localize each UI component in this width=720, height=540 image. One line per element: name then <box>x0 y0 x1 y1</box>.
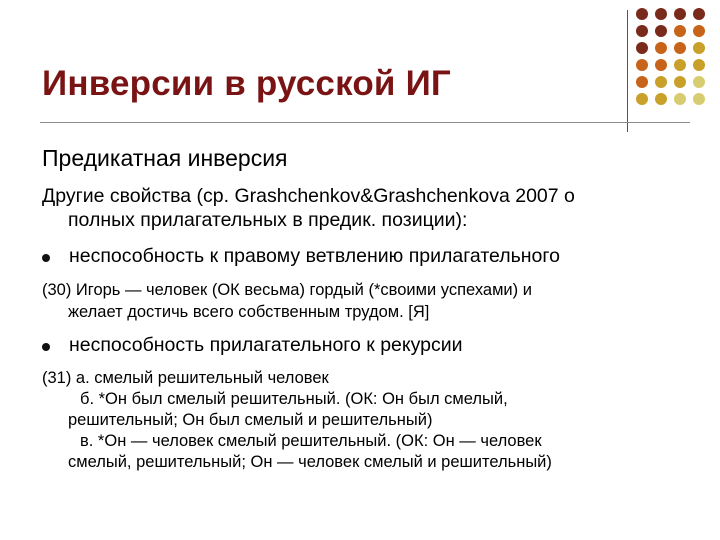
decorative-dot <box>674 93 686 105</box>
decorative-dot <box>674 76 686 88</box>
bullet-marker <box>42 343 50 351</box>
example-30-line-2: желает достичь всего собственным трудом. [Я] <box>68 303 430 321</box>
decorative-dot <box>636 93 648 105</box>
decorative-dot <box>693 8 705 20</box>
bullet-text-2: неспособность прилагательного к рекурсии <box>69 334 463 356</box>
intro-paragraph <box>42 184 575 232</box>
bullet-text-1: неспособность к правому ветвлению прилагательного <box>69 245 560 267</box>
decorative-dot <box>693 76 705 88</box>
decorative-dot <box>636 42 648 54</box>
intro-line-2: полных прилагательных в предик. позиции): <box>68 209 468 231</box>
example-31-line-1: (31) а. смелый решительный человек <box>42 369 329 387</box>
slide-title: Инверсии в русской ИГ <box>42 64 451 103</box>
decorative-dot <box>655 8 667 20</box>
decorative-dot <box>693 59 705 71</box>
decorative-dot <box>636 8 648 20</box>
decorative-horizontal-line <box>40 122 690 123</box>
example-31-line-3: решительный; Он был смелый и решительный) <box>68 411 433 429</box>
decorative-dot <box>674 42 686 54</box>
decorative-vertical-line <box>627 10 628 132</box>
decorative-dot <box>636 76 648 88</box>
decorative-dot <box>674 25 686 37</box>
decorative-dot-grid <box>636 8 716 118</box>
decorative-dot <box>674 8 686 20</box>
example-30 <box>42 279 532 323</box>
slide-subheading: Предикатная инверсия <box>42 145 288 171</box>
decorative-dot <box>655 93 667 105</box>
example-31-line-2: б. *Он был смелый решительный. (ОК: Он был смелый, <box>80 390 508 408</box>
bullet-item-1 <box>42 245 560 268</box>
decorative-dot <box>674 59 686 71</box>
decorative-dot <box>636 25 648 37</box>
bullet-marker <box>42 254 50 262</box>
decorative-dot <box>693 25 705 37</box>
example-31-line-4: в. *Он — человек смелый решительный. (ОК: Он — человек <box>80 432 542 450</box>
bullet-item-2 <box>42 334 463 357</box>
decorative-dot <box>655 25 667 37</box>
decorative-dot <box>693 42 705 54</box>
intro-line-1: Другие свойства (ср. Grashchenkov&Grashchenkova 2007 о <box>42 185 575 207</box>
decorative-dot <box>655 42 667 54</box>
example-31-line-5: смелый, решительный; Он — человек смелый и решительный) <box>68 453 552 471</box>
decorative-dot <box>693 93 705 105</box>
example-31 <box>42 368 552 473</box>
decorative-dot <box>655 76 667 88</box>
decorative-dot <box>655 59 667 71</box>
example-30-line-1: (30) Игорь — человек (ОК весьма) гордый (*своими успехами) и <box>42 281 532 299</box>
decorative-dot <box>636 59 648 71</box>
